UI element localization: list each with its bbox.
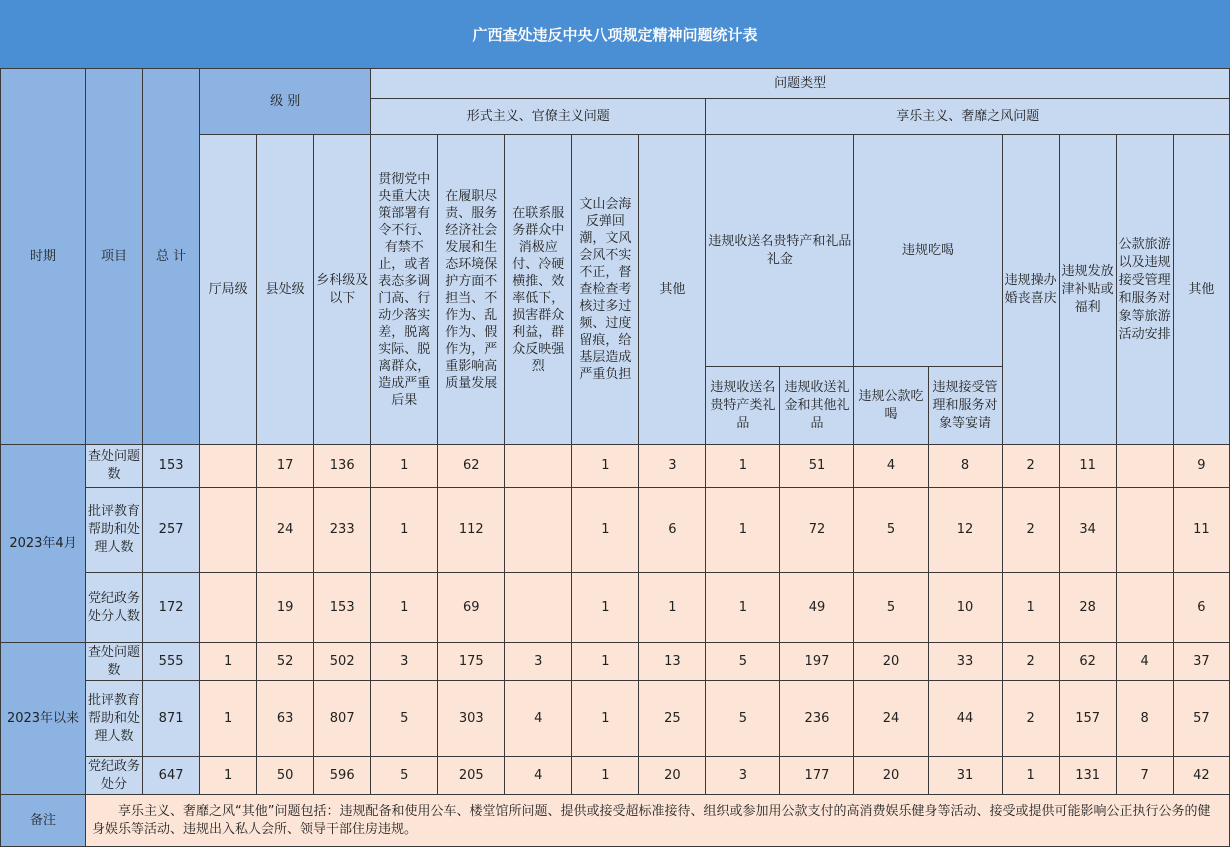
value-cell: 52 bbox=[257, 643, 314, 681]
value-cell: 5 bbox=[706, 681, 780, 757]
value-cell: 44 bbox=[928, 681, 1002, 757]
value-cell bbox=[1116, 445, 1173, 488]
value-cell: 4 bbox=[1116, 643, 1173, 681]
header-gift-cash: 违规收送礼金和其他礼品 bbox=[780, 367, 854, 445]
value-cell: 2 bbox=[1002, 445, 1059, 488]
value-cell: 69 bbox=[438, 573, 505, 643]
header-formalism-1: 贯彻党中央重大决策部署有令不行、有禁不止，或者表态多调门高、行动少落实差，脱离实际、脱离群众，造成严重后果 bbox=[371, 135, 438, 445]
sheet-title bbox=[0, 0, 1230, 68]
value-cell: 1 bbox=[371, 573, 438, 643]
value-cell bbox=[200, 445, 257, 488]
value-cell: 5 bbox=[854, 488, 928, 573]
total-cell: 871 bbox=[143, 681, 200, 757]
value-cell: 236 bbox=[780, 681, 854, 757]
value-cell: 1 bbox=[371, 488, 438, 573]
header-dining-banquet: 违规接受管理和服务对象等宴请 bbox=[928, 367, 1002, 445]
header-period: 时期 bbox=[1, 69, 86, 445]
header-gift: 违规收送名贵特产和礼品礼金 bbox=[706, 135, 854, 367]
value-cell bbox=[1116, 573, 1173, 643]
header-wedding: 违规操办婚丧喜庆 bbox=[1002, 135, 1059, 445]
item-cell: 查处问题数 bbox=[86, 643, 143, 681]
header-gift-special: 违规收送名贵特产类礼品 bbox=[706, 367, 780, 445]
value-cell: 28 bbox=[1059, 573, 1116, 643]
value-cell: 25 bbox=[639, 681, 706, 757]
value-cell: 175 bbox=[438, 643, 505, 681]
value-cell: 1 bbox=[572, 573, 639, 643]
value-cell: 34 bbox=[1059, 488, 1116, 573]
note-text: 享乐主义、奢靡之风“其他”问题包括：违规配备和使用公车、楼堂馆所问题、提供或接受超标准接待、组织或参加用公款支付的高消费娱乐健身等活动、接受或提供可能影响公正执行公务的健身娱乐等活动、违规出入私人会所、领导干部住房违规。 bbox=[86, 795, 1230, 847]
header-hedonism: 享乐主义、奢靡之风问题 bbox=[706, 99, 1230, 135]
value-cell: 303 bbox=[438, 681, 505, 757]
value-cell: 1 bbox=[639, 573, 706, 643]
value-cell: 37 bbox=[1173, 643, 1229, 681]
value-cell: 20 bbox=[854, 757, 928, 795]
value-cell: 19 bbox=[257, 573, 314, 643]
value-cell: 20 bbox=[639, 757, 706, 795]
value-cell: 12 bbox=[928, 488, 1002, 573]
value-cell: 1 bbox=[572, 445, 639, 488]
value-cell: 3 bbox=[371, 643, 438, 681]
value-cell: 63 bbox=[257, 681, 314, 757]
note-label: 备注 bbox=[1, 795, 86, 847]
sheet-title-text: 广西查处违反中央八项规定精神问题统计表 bbox=[472, 25, 758, 44]
value-cell: 197 bbox=[780, 643, 854, 681]
value-cell: 1 bbox=[572, 488, 639, 573]
table-row bbox=[1, 757, 1230, 795]
value-cell bbox=[505, 488, 572, 573]
value-cell: 112 bbox=[438, 488, 505, 573]
table-row bbox=[1, 681, 1230, 757]
item-cell: 党纪政务处分人数 bbox=[86, 573, 143, 643]
value-cell: 13 bbox=[639, 643, 706, 681]
total-cell: 555 bbox=[143, 643, 200, 681]
value-cell: 2 bbox=[1002, 488, 1059, 573]
header-level-xian: 县处级 bbox=[257, 135, 314, 445]
table-row bbox=[1, 488, 1230, 573]
value-cell: 11 bbox=[1059, 445, 1116, 488]
value-cell: 24 bbox=[257, 488, 314, 573]
header-problem-type: 问题类型 bbox=[371, 69, 1230, 99]
value-cell: 20 bbox=[854, 643, 928, 681]
header-allowance: 违规发放津补贴或福利 bbox=[1059, 135, 1116, 445]
header-formalism-2: 在履职尽责、服务经济社会发展和生态环境保护方面不担当、不作为、乱作为、假作为，严重影响高质量发展 bbox=[438, 135, 505, 445]
value-cell: 4 bbox=[505, 757, 572, 795]
value-cell: 1 bbox=[371, 445, 438, 488]
total-cell: 257 bbox=[143, 488, 200, 573]
value-cell: 2 bbox=[1002, 681, 1059, 757]
value-cell: 1 bbox=[572, 757, 639, 795]
header-travel: 公款旅游以及违规接受管理和服务对象等旅游活动安排 bbox=[1116, 135, 1173, 445]
value-cell: 49 bbox=[780, 573, 854, 643]
value-cell: 5 bbox=[371, 681, 438, 757]
item-cell: 查处问题数 bbox=[86, 445, 143, 488]
value-cell: 136 bbox=[314, 445, 371, 488]
value-cell: 502 bbox=[314, 643, 371, 681]
header-formalism: 形式主义、官僚主义问题 bbox=[371, 99, 706, 135]
period-cell: 2023年4月 bbox=[1, 445, 86, 643]
value-cell: 62 bbox=[438, 445, 505, 488]
table-row bbox=[1, 445, 1230, 488]
note-row bbox=[1, 795, 1230, 847]
value-cell: 62 bbox=[1059, 643, 1116, 681]
value-cell: 4 bbox=[854, 445, 928, 488]
value-cell: 1 bbox=[572, 681, 639, 757]
header-formalism-other: 其他 bbox=[639, 135, 706, 445]
value-cell: 205 bbox=[438, 757, 505, 795]
value-cell bbox=[200, 488, 257, 573]
value-cell: 4 bbox=[505, 681, 572, 757]
value-cell: 31 bbox=[928, 757, 1002, 795]
header-dining: 违规吃喝 bbox=[854, 135, 1002, 367]
value-cell: 1 bbox=[706, 573, 780, 643]
table-row bbox=[1, 643, 1230, 681]
header-level-ting: 厅局级 bbox=[200, 135, 257, 445]
value-cell: 807 bbox=[314, 681, 371, 757]
item-cell: 批评教育帮助和处理人数 bbox=[86, 681, 143, 757]
value-cell: 7 bbox=[1116, 757, 1173, 795]
value-cell: 177 bbox=[780, 757, 854, 795]
value-cell: 1 bbox=[200, 643, 257, 681]
value-cell: 131 bbox=[1059, 757, 1116, 795]
value-cell: 8 bbox=[928, 445, 1002, 488]
value-cell: 9 bbox=[1173, 445, 1229, 488]
value-cell bbox=[505, 445, 572, 488]
value-cell: 233 bbox=[314, 488, 371, 573]
value-cell: 3 bbox=[639, 445, 706, 488]
value-cell: 8 bbox=[1116, 681, 1173, 757]
total-cell: 153 bbox=[143, 445, 200, 488]
header-level: 级 别 bbox=[200, 69, 371, 135]
value-cell: 3 bbox=[505, 643, 572, 681]
value-cell: 50 bbox=[257, 757, 314, 795]
item-cell: 党纪政务处分 bbox=[86, 757, 143, 795]
header-formalism-4: 文山会海反弹回潮，文风会风不实不正，督查检查考核过多过频、过度留痕，给基层造成严重负担 bbox=[572, 135, 639, 445]
value-cell: 5 bbox=[371, 757, 438, 795]
value-cell: 1 bbox=[572, 643, 639, 681]
value-cell bbox=[1116, 488, 1173, 573]
value-cell: 1 bbox=[1002, 757, 1059, 795]
value-cell: 72 bbox=[780, 488, 854, 573]
value-cell: 5 bbox=[706, 643, 780, 681]
value-cell bbox=[200, 573, 257, 643]
value-cell: 2 bbox=[1002, 643, 1059, 681]
value-cell: 1 bbox=[706, 445, 780, 488]
total-cell: 647 bbox=[143, 757, 200, 795]
item-cell: 批评教育帮助和处理人数 bbox=[86, 488, 143, 573]
value-cell: 1 bbox=[200, 757, 257, 795]
total-cell: 172 bbox=[143, 573, 200, 643]
header-level-xiang: 乡科级及以下 bbox=[314, 135, 371, 445]
value-cell: 33 bbox=[928, 643, 1002, 681]
value-cell: 1 bbox=[706, 488, 780, 573]
value-cell: 6 bbox=[639, 488, 706, 573]
value-cell: 6 bbox=[1173, 573, 1229, 643]
value-cell: 1 bbox=[200, 681, 257, 757]
value-cell: 51 bbox=[780, 445, 854, 488]
value-cell: 3 bbox=[706, 757, 780, 795]
value-cell: 42 bbox=[1173, 757, 1229, 795]
value-cell: 24 bbox=[854, 681, 928, 757]
value-cell: 5 bbox=[854, 573, 928, 643]
header-hedonism-other: 其他 bbox=[1173, 135, 1229, 445]
header-item: 项目 bbox=[86, 69, 143, 445]
value-cell bbox=[505, 573, 572, 643]
header-total: 总 计 bbox=[143, 69, 200, 445]
table-row bbox=[1, 573, 1230, 643]
value-cell: 1 bbox=[1002, 573, 1059, 643]
period-cell: 2023年以来 bbox=[1, 643, 86, 795]
value-cell: 157 bbox=[1059, 681, 1116, 757]
value-cell: 153 bbox=[314, 573, 371, 643]
statistics-table bbox=[0, 68, 1230, 847]
value-cell: 596 bbox=[314, 757, 371, 795]
header-dining-public: 违规公款吃喝 bbox=[854, 367, 928, 445]
value-cell: 57 bbox=[1173, 681, 1229, 757]
value-cell: 11 bbox=[1173, 488, 1229, 573]
value-cell: 17 bbox=[257, 445, 314, 488]
header-formalism-3: 在联系服务群众中消极应付、冷硬横推、效率低下，损害群众利益，群众反映强烈 bbox=[505, 135, 572, 445]
value-cell: 10 bbox=[928, 573, 1002, 643]
